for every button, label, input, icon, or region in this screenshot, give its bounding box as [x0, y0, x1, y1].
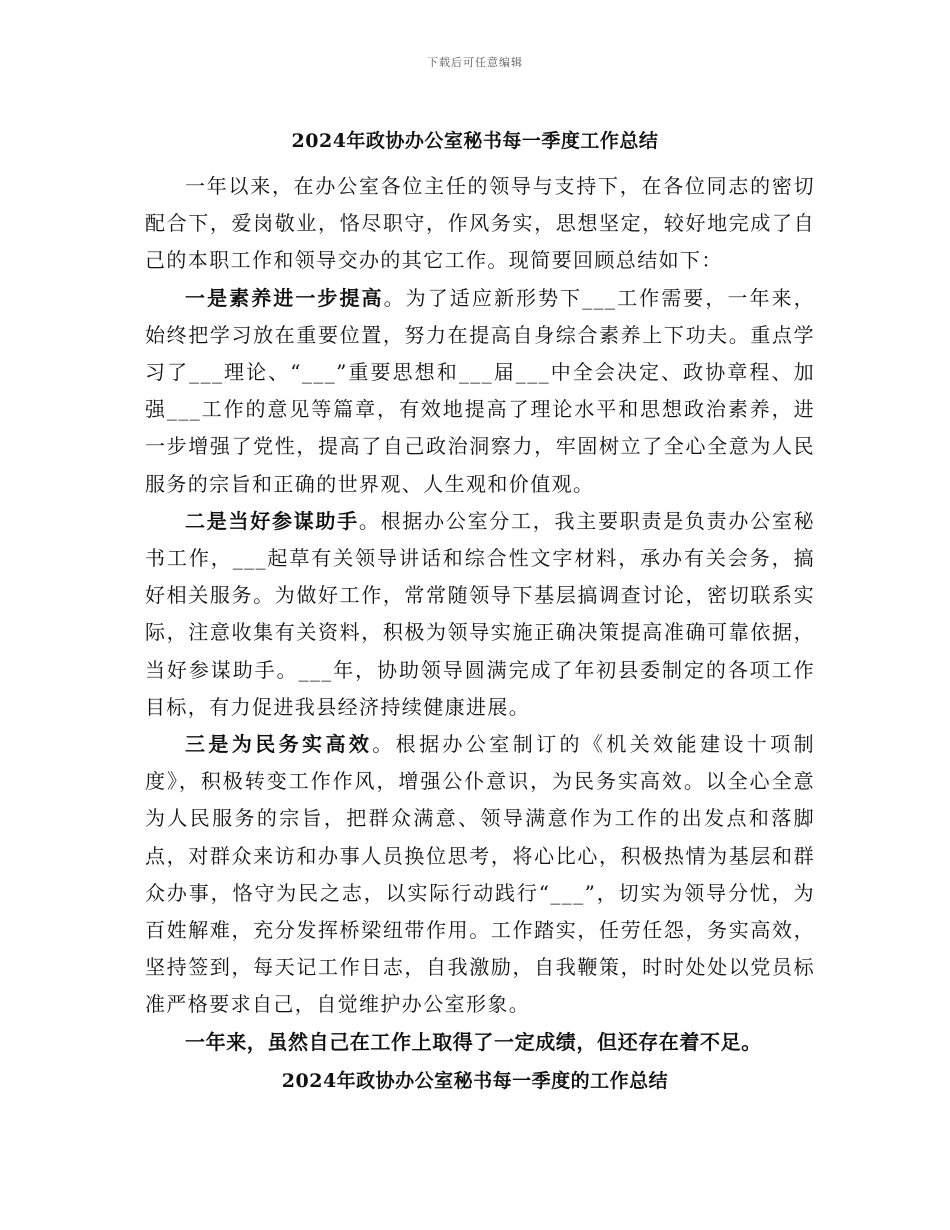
paragraph-intro — [145, 168, 815, 280]
paragraph-text: 。为了适应新形势下___工作需要，一年来，始终把学习放在重要位置，努力在提高自身综合素养上下功夫。重点学习了___理论、“___”重要思想和___届___中全会决定、政协章程、加强___工作的意见等篇章，有效地提高了理论水平和思想政治素养，进一步增强了党性，提高了自己政治洞察力，牢固树立了全心全意为人民服务的宗旨和正确的世界观、人生观和价值观。 — [145, 285, 815, 496]
next-section-title: 2024年政协办公室秘书每一季度的工作总结 — [281, 1070, 669, 1092]
header-note: 下载后可任意编辑 — [427, 56, 523, 69]
paragraph-text: 。根据办公室制订的《机关效能建设十项制度》，积极转变工作作风，增强公仆意识，为民务实高效。以全心全意为人民服务的宗旨，把群众满意、领导满意作为工作的出发点和落脚点，对群众来访和办事人员换位思考，将心比心，积极热情为基层和群众办事，恪守为民之志，以实际行动践行“___”，切实为领导分忧，为百姓解难，充分发挥桥梁纽带作用。工作踏实，任劳任怨，务实高效，坚持签到，每天记工作日志，自我激励，自我鞭策，时时处处以党员标准严格要求自己，自觉维护办公室形象。 — [145, 732, 815, 1017]
section-heading: 三是为民务实高效 — [185, 732, 373, 757]
paragraph-text: 。根据办公室分工，我主要职责是负责办公室秘书工作，___起草有关领导讲话和综合性文字材料，承办有关会务，搞好相关服务。为做好工作，常常随领导下基层搞调查讨论，密切联系实际，注意收集有关资料，积极为领导实施正确决策提高准确可靠依据，当好参谋助手。___年，协助领导圆满完成了年初县委制定的各项工作目标，有力促进我县经济持续健康进展。 — [145, 508, 815, 719]
paragraph-section-1 — [145, 280, 815, 503]
paragraph-text: 一年以来，在办公室各位主任的领导与支持下，在各位同志的密切配合下，爱岗敬业，恪尽职守，作风务实，思想坚定，较好地完成了自己的本职工作和领导交办的其它工作。现简要回顾总结如下： — [145, 174, 815, 273]
section-heading: 二是当好参谋助手 — [185, 508, 359, 533]
paragraph-section-2 — [145, 503, 815, 726]
section-heading: 一是素养进一步提高 — [185, 285, 384, 310]
document-body — [145, 168, 815, 1061]
paragraph-section-3 — [145, 726, 815, 1024]
page-title: 2024年政协办公室秘书每一季度工作总结 — [291, 130, 659, 152]
closing-statement: 一年来，虽然自己在工作上取得了一定成绩，但还存在着不足。 — [185, 1029, 762, 1054]
